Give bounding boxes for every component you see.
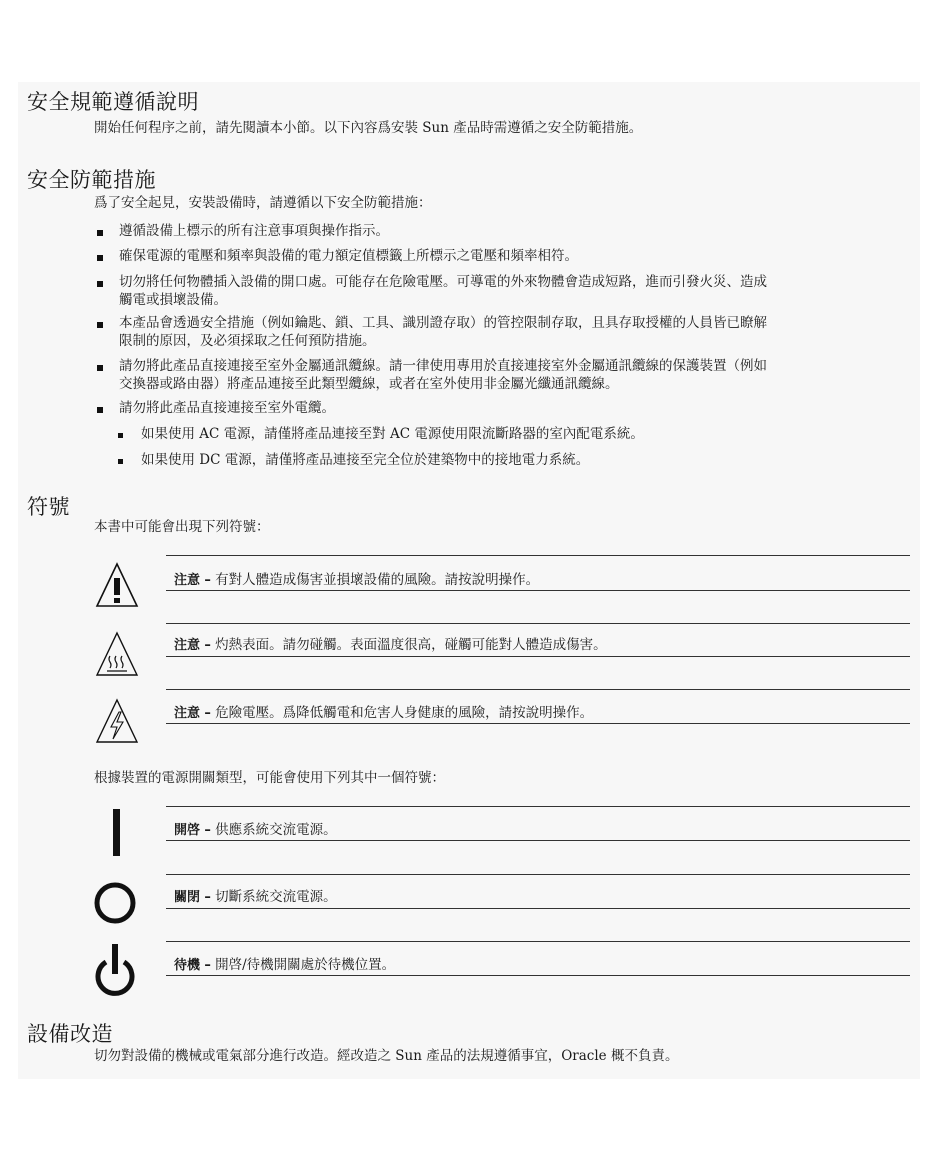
power-on-icon bbox=[111, 809, 123, 861]
note-dash: – bbox=[204, 573, 211, 588]
note-label: 開啓 bbox=[174, 823, 201, 838]
sub-bullet-marker bbox=[118, 459, 123, 464]
power-note-on bbox=[174, 818, 337, 838]
power-symbols-intro: 根據裝置的電源開關類型，可能會使用下列其中一個符號： bbox=[94, 770, 445, 786]
caution-note-risk bbox=[174, 568, 539, 588]
caution-note-hot-surface bbox=[174, 633, 607, 653]
divider bbox=[166, 623, 910, 624]
note-dash: – bbox=[204, 890, 211, 905]
high-voltage-icon bbox=[95, 697, 139, 749]
list-item-continuation: 限制的原因，及必須採取之任何預防措施。 bbox=[119, 333, 376, 349]
power-note-off bbox=[174, 885, 337, 905]
bullet-marker bbox=[97, 407, 103, 413]
warning-exclamation-icon bbox=[95, 561, 139, 613]
divider bbox=[166, 689, 910, 690]
bullet-marker bbox=[97, 255, 103, 261]
safety-intro: 爲了安全起見，安裝設備時，請遵循以下安全防範措施： bbox=[94, 195, 432, 211]
hot-surface-icon bbox=[95, 630, 139, 682]
divider bbox=[166, 555, 910, 556]
note-text: 供應系統交流電源。 bbox=[215, 822, 337, 838]
note-text: 開啓/待機開關處於待機位置。 bbox=[215, 957, 396, 973]
note-dash: – bbox=[204, 706, 211, 721]
note-label: 注意 bbox=[174, 706, 201, 721]
list-item-continuation: 觸電或損壞設備。 bbox=[119, 292, 227, 308]
note-dash: – bbox=[204, 638, 211, 653]
symbols-intro: 本書中可能會出現下列符號： bbox=[94, 519, 270, 535]
note-text: 灼熱表面。請勿碰觸。表面溫度很高，碰觸可能對人體造成傷害。 bbox=[215, 637, 607, 653]
bullet-marker bbox=[97, 365, 103, 371]
power-note-standby bbox=[174, 953, 395, 973]
power-off-icon bbox=[92, 880, 138, 930]
note-label: 注意 bbox=[174, 573, 201, 588]
note-label: 注意 bbox=[174, 638, 201, 653]
compliance-intro: 開始任何程序之前，請先閱讀本小節。以下內容爲安裝 Sun 產品時需遵循之安全防範措施。 bbox=[94, 120, 643, 136]
divider bbox=[166, 806, 910, 807]
divider bbox=[166, 840, 910, 841]
note-label: 待機 bbox=[174, 958, 201, 973]
list-item: 切勿將任何物體插入設備的開口處。可能存在危險電壓。可導電的外來物體會造成短路，進而引發火災、造成 bbox=[119, 274, 767, 290]
list-item: 遵循設備上標示的所有注意事項與操作指示。 bbox=[119, 223, 389, 239]
list-item: 請勿將此產品直接連接至室外電纜。 bbox=[119, 400, 335, 416]
divider bbox=[166, 941, 910, 942]
note-dash: – bbox=[204, 823, 211, 838]
bullet-marker bbox=[97, 322, 103, 328]
divider bbox=[166, 874, 910, 875]
note-text: 切斷系統交流電源。 bbox=[215, 889, 337, 905]
note-text: 有對人體造成傷害並損壞設備的風險。請按說明操作。 bbox=[215, 572, 540, 588]
list-item: 請勿將此產品直接連接至室外金屬通訊纜線。請一律使用專用於直接連接室外金屬通訊纜線的保護裝置（例如 bbox=[119, 358, 767, 374]
sub-bullet-marker bbox=[118, 433, 123, 438]
section-heading-modification: 設備改造 bbox=[27, 1022, 113, 1046]
modification-text: 切勿對設備的機械或電氣部分進行改造。經改造之 Sun 產品的法規遵循事宜，Oracle 概不負責。 bbox=[94, 1048, 679, 1064]
note-dash: – bbox=[204, 958, 211, 973]
bullet-marker bbox=[97, 281, 103, 287]
note-text: 危險電壓。爲降低觸電和危害人身健康的風險，請按說明操作。 bbox=[215, 705, 594, 721]
sub-list-item: 如果使用 DC 電源，請僅將產品連接至完全位於建築物中的接地電力系統。 bbox=[141, 452, 590, 468]
list-item-continuation: 交換器或路由器）將產品連接至此類型纜線，或者在室外使用非金屬光纖通訊纜線。 bbox=[119, 376, 619, 392]
divider bbox=[166, 723, 910, 724]
divider bbox=[166, 975, 910, 976]
divider bbox=[166, 908, 910, 909]
bullet-marker bbox=[97, 230, 103, 236]
section-heading-symbols: 符號 bbox=[27, 495, 70, 519]
sub-list-item: 如果使用 AC 電源，請僅將產品連接至對 AC 電源使用限流斷路器的室內配電系統。 bbox=[141, 426, 644, 442]
list-item: 確保電源的電壓和頻率與設備的電力額定值標籤上所標示之電壓和頻率相符。 bbox=[119, 248, 578, 264]
divider bbox=[166, 656, 910, 657]
section-heading-compliance: 安全規範遵循說明 bbox=[27, 90, 199, 114]
divider bbox=[166, 590, 910, 591]
note-label: 關閉 bbox=[174, 890, 201, 905]
standby-icon bbox=[92, 942, 138, 1004]
caution-note-voltage bbox=[174, 701, 593, 721]
section-heading-safety: 安全防範措施 bbox=[27, 168, 156, 192]
list-item: 本產品會透過安全措施（例如鑰匙、鎖、工具、識別證存取）的管控限制存取，且具存取授權的人員皆已瞭解 bbox=[119, 315, 767, 331]
